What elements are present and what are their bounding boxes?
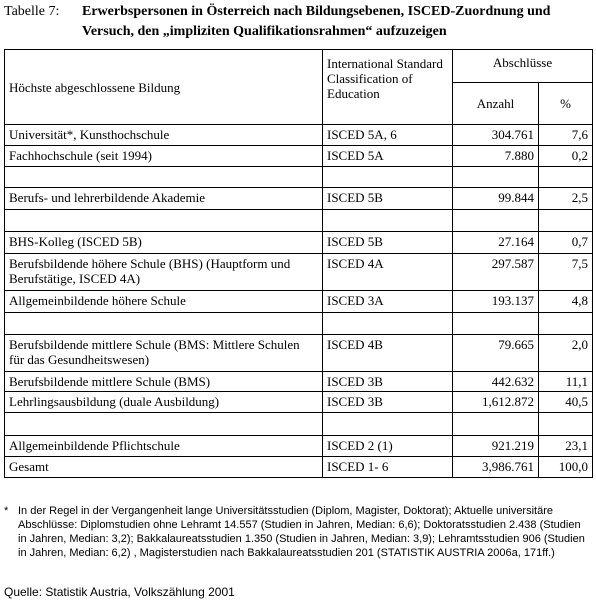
table-caption-title: Erwerbspersonen in Österreich nach Bildungsebenen, ISCED-Zuordnung und Versuch, den „impliziten Qualifikationsrahmen“ aufzuzeigen <box>82 4 551 39</box>
header-anzahl: Anzahl <box>453 83 539 125</box>
cell-isced: ISCED 5A, 6 <box>323 125 453 146</box>
cell-isced: ISCED 3B <box>323 392 453 413</box>
cell-percent: 7,5 <box>539 254 593 291</box>
cell-percent: 4,8 <box>539 291 593 313</box>
table-row <box>5 210 593 232</box>
cell-percent <box>539 167 593 188</box>
cell-percent: 7,6 <box>539 125 593 146</box>
cell-percent: 2,0 <box>539 335 593 372</box>
cell-anzahl: 193.137 <box>453 291 539 313</box>
cell-isced: ISCED 1- 6 <box>323 457 453 478</box>
table-row <box>5 254 593 291</box>
cell-anzahl <box>453 313 539 335</box>
cell-anzahl: 7.880 <box>453 146 539 167</box>
cell-isced: ISCED 5B <box>323 232 453 254</box>
table-row <box>5 457 593 478</box>
table-row <box>5 188 593 210</box>
footnote-marker: * <box>4 505 9 517</box>
header-percent: % <box>539 83 593 125</box>
cell-percent: 100,0 <box>539 457 593 478</box>
cell-isced: ISCED 2 (1) <box>323 436 453 457</box>
cell-percent <box>539 313 593 335</box>
cell-percent <box>539 210 593 232</box>
cell-anzahl: 1,612.872 <box>453 392 539 413</box>
cell-education: Fachhochschule (seit 1994) <box>5 146 323 167</box>
education-table-body <box>5 50 593 478</box>
cell-percent <box>539 413 593 436</box>
header-isced: International Standard Classification of Education <box>323 50 453 125</box>
source-note: Quelle: Statistik Austria, Volkszählung 2001 <box>4 585 235 599</box>
table-row <box>5 413 593 436</box>
cell-education: Allgemeinbildende höhere Schule <box>5 291 323 313</box>
education-table <box>4 49 593 478</box>
cell-anzahl: 442.632 <box>453 372 539 392</box>
cell-isced: ISCED 4B <box>323 335 453 372</box>
cell-education: Gesamt <box>5 457 323 478</box>
table-row <box>5 335 593 372</box>
footnote-text: In der Regel in der Vergangenheit lange Universitätsstudien (Diplom, Magister, Doktorat); Aktuelle universitäre Abschlüsse: Diplomstudien ohne Lehramt 14.557 (Studien in Jahren, Median: 6,6); Doktoratsstudien 2.438 (Studien in Jahren, Median: 3,2); Bakkalaureatsstudien 1.350 (Studien in Jahren, Median: 3,9); Lehramtsstudien 906 (Studien in Jahren, Median: 6,2) , Magisterstudien nach Bakkalaureatsstudien 201 (STATISTIK AUSTRIA 2006a, 171ff.) <box>18 505 585 559</box>
cell-percent: 0,2 <box>539 146 593 167</box>
cell-anzahl <box>453 167 539 188</box>
table-row <box>5 313 593 335</box>
cell-education: Berufsbildende höhere Schule (BHS) (Hauptform und Berufstätige, ISCED 4A) <box>5 254 323 291</box>
table-row <box>5 392 593 413</box>
table-row <box>5 125 593 146</box>
table-row <box>5 372 593 392</box>
table-row <box>5 146 593 167</box>
cell-isced: ISCED 5B <box>323 188 453 210</box>
cell-anzahl <box>453 210 539 232</box>
cell-anzahl: 99.844 <box>453 188 539 210</box>
cell-education <box>5 413 323 436</box>
header-abschluesse: Abschlüsse <box>453 50 593 83</box>
cell-education: Berufs- und lehrerbildende Akademie <box>5 188 323 210</box>
cell-percent: 0,7 <box>539 232 593 254</box>
header-education: Höchste abgeschlossene Bildung <box>5 50 323 125</box>
cell-education: Universität*, Kunsthochschule <box>5 125 323 146</box>
cell-education <box>5 313 323 335</box>
cell-anzahl: 921.219 <box>453 436 539 457</box>
cell-isced: ISCED 4A <box>323 254 453 291</box>
cell-education: Berufsbildende mittlere Schule (BMS: Mittlere Schulen für das Gesundheitswesen) <box>5 335 323 372</box>
table-row <box>5 436 593 457</box>
cell-percent: 11,1 <box>539 372 593 392</box>
cell-education: Berufsbildende mittlere Schule (BMS) <box>5 372 323 392</box>
cell-isced <box>323 210 453 232</box>
table-row <box>5 232 593 254</box>
cell-anzahl: 3,986.761 <box>453 457 539 478</box>
cell-isced <box>323 167 453 188</box>
cell-percent: 2,5 <box>539 188 593 210</box>
cell-education: Lehrlingsausbildung (duale Ausbildung) <box>5 392 323 413</box>
table-row <box>5 167 593 188</box>
table-header-row <box>5 50 593 83</box>
cell-anzahl: 304.761 <box>453 125 539 146</box>
cell-anzahl: 27.164 <box>453 232 539 254</box>
cell-isced <box>323 413 453 436</box>
cell-education: Allgemeinbildende Pflichtschule <box>5 436 323 457</box>
cell-isced <box>323 313 453 335</box>
cell-anzahl: 297.587 <box>453 254 539 291</box>
table-row <box>5 291 593 313</box>
table-caption-label: Tabelle 7: <box>4 4 60 19</box>
cell-percent: 40,5 <box>539 392 593 413</box>
cell-anzahl <box>453 413 539 436</box>
cell-isced: ISCED 3B <box>323 372 453 392</box>
cell-education: BHS-Kolleg (ISCED 5B) <box>5 232 323 254</box>
cell-percent: 23,1 <box>539 436 593 457</box>
cell-education <box>5 167 323 188</box>
cell-education <box>5 210 323 232</box>
cell-anzahl: 79.665 <box>453 335 539 372</box>
cell-isced: ISCED 5A <box>323 146 453 167</box>
cell-isced: ISCED 3A <box>323 291 453 313</box>
